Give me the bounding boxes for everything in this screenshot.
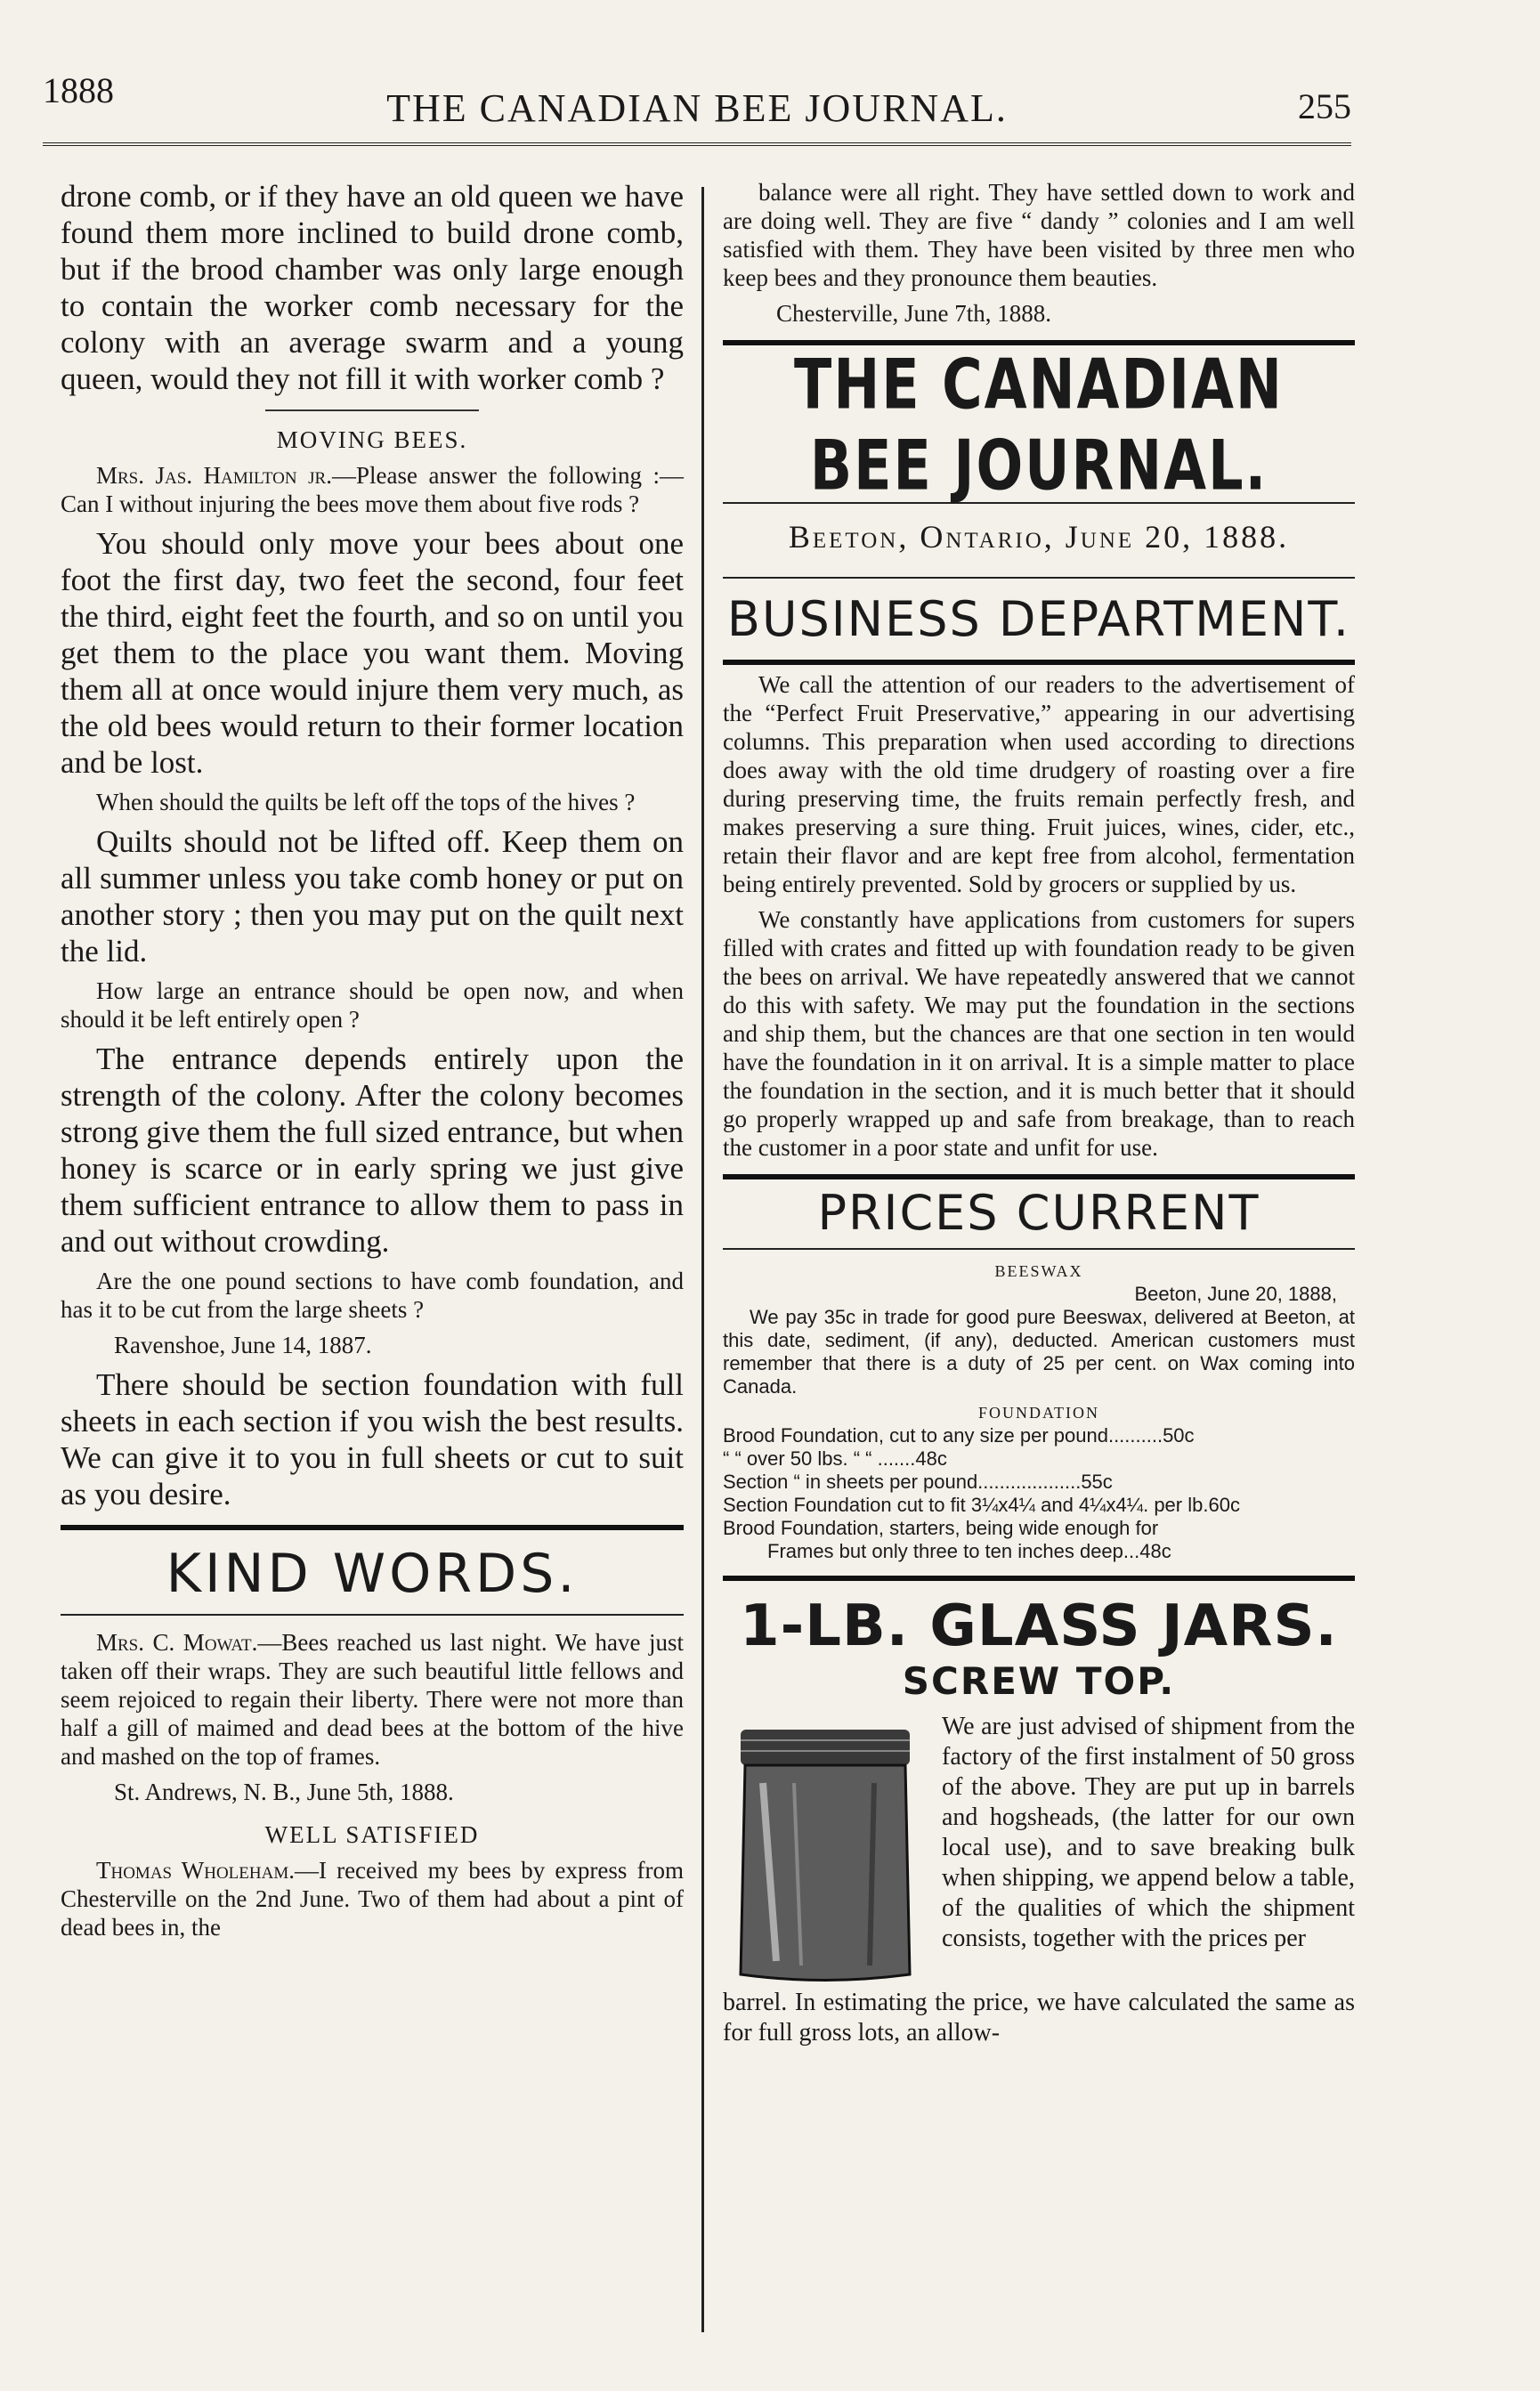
sections-signature: Ravenshoe, June 14, 1887. [114, 1332, 372, 1358]
wholeham-letter-text: —I received my bees by express from Chesterville on the 2nd June. Two of them had about a pint of dead bees in, the [61, 1857, 684, 1941]
kind-words-heading: KIND WORDS. [166, 1543, 579, 1605]
mowat-signature: St. Andrews, N. B., June 5th, 1888. [114, 1779, 454, 1805]
beeswax-label: BEESWAX [994, 1262, 1083, 1280]
moving-answer: You should only move your bees about one foot the first day, two feet the second, four feet the third, eight feet the fourth, and so on until you get them to the place you want them. Moving them all at once would injure them very much, as the old bees would return to their former location and be lost. [61, 526, 684, 780]
mowat-letter [61, 1628, 684, 1771]
glass-jar-illustration [723, 1721, 928, 1988]
mowat-letter-text: —Bees reached us last night. We have just taken off their wraps. They are such beautiful little fellows and seem rejoiced to regain their liberty. There were not more than half a gill of maimed and dead bees at the bottom of the hive and mashed on the top of frames. [61, 1629, 684, 1770]
beeswax-block [723, 1283, 1355, 1398]
entrance-answer: The entrance depends entirely upon the strength of the colony. After the colony becomes strong give them the full sized entrance, but when honey is scarce or in early spring we just give them sufficient entrance to allow them to pass in and out without crowding. [61, 1042, 684, 1259]
quilts-question: When should the quilts be left off the tops of the hives ? [96, 789, 636, 815]
foundation-price-list [723, 1424, 1355, 1563]
left-column [61, 178, 684, 1949]
column-divider [701, 187, 704, 2332]
header-title: THE CANADIAN BEE JOURNAL. [386, 86, 1008, 130]
journal-banner: THE CANADIAN BEE JOURNAL. [794, 343, 1284, 507]
continued-signature: Chesterville, June 7th, 1888. [776, 300, 1051, 327]
intro-paragraph: drone comb, or if they have an old queen we have found them more inclined to build drone comb, but if the brood chamber was only large enough to contain the worker comb necessary for the colony with an average swarm and a young queen, would they not fill it with worker comb ? [61, 179, 684, 396]
jars-description: We are just advised of shipment from the factory of the first instalment of 50 gross of the above. They are put up in barrels and hogsheads, (the latter for our own local use), and to save breaking bulk when shipping, we append below a table, of the qualities of which the shipment consists, together with the prices per [942, 1713, 1355, 1952]
price-row: Brood Foundation, cut to any size per pound..........50c [723, 1424, 1195, 1447]
price-row: Brood Foundation, starters, being wide enough for [723, 1517, 1159, 1539]
continued-letter: balance were all right. They have settled down to work and are doing well. They are five “ dandy ” colonies and I am well satisfied with them. They have been visited by three men who keep bees and they pronounce them beauties. [723, 179, 1355, 291]
section-divider [723, 660, 1355, 665]
price-row: Frames but only three to ten inches deep...48c [767, 1540, 1171, 1562]
mowat-author: Mrs. C. Mowat. [96, 1629, 258, 1656]
business-paragraph-1: We call the attention of our readers to the advertisement of the “Perfect Fruit Preservative,” appearing in our advertising columns. This preparation when used according to directions does away with the old time drudgery of roasting over a fire during preserving time, the fruits remain perfectly fresh, and makes preserving a sure thing. Fruit juices, wines, cider, etc., retain their flavor and are kept free from alcohol, fermentation being entirely prevented. Sold by grocers or supplied by us. [723, 671, 1355, 897]
section-divider [723, 1576, 1355, 1581]
moving-bees-heading: MOVING BEES. [276, 426, 468, 453]
jars-description-continued: barrel. In estimating the price, we have calculated the same as for full gross lots, an allow- [723, 1989, 1355, 2047]
price-row: “ “ over 50 lbs. “ “ .......48c [723, 1447, 947, 1470]
section-divider [723, 1248, 1355, 1250]
wholeham-author: Thomas Wholeham. [96, 1857, 295, 1884]
wholeham-letter [61, 1856, 684, 1941]
section-divider [723, 1174, 1355, 1179]
jars-ad [723, 1712, 1355, 1988]
moving-question-text: —Please answer the following :—Can I without injuring the bees move them about five rods ? [61, 462, 684, 517]
right-column [723, 178, 1355, 2055]
moving-author: Mrs. Jas. Hamilton jr. [96, 462, 332, 489]
quilts-answer: Quilts should not be lifted off. Keep them on all summer unless you take comb honey or put on another story ; then you may put on the quilt next the lid. [61, 824, 684, 969]
header-year: 1888 [43, 70, 114, 110]
glass-jars-heading: 1-LB. GLASS JARS. [740, 1593, 1338, 1659]
beeswax-text: We pay 35c in trade for good pure Beeswax, delivered at Beeton, at this date, sediment, (if any), deducted. American customers must remember that there is a duty of 25 per cent. on Wax coming into Canada. [723, 1306, 1355, 1398]
well-satisfied-heading: WELL SATISFIED [264, 1821, 480, 1848]
price-row: Section Foundation cut to fit 3¼x4¼ and 4¼x4¼. per lb.60c [723, 1494, 1240, 1516]
beeswax-date: Beeton, June 20, 1888, [1134, 1283, 1337, 1305]
prices-current-heading: PRICES CURRENT [817, 1185, 1260, 1241]
header-rule [43, 142, 1351, 146]
price-row: Section “ in sheets per pound...................55c [723, 1471, 1113, 1493]
sections-question: Are the one pound sections to have comb foundation, and has it to be cut from the large sheets ? [61, 1268, 684, 1323]
section-divider [61, 1525, 684, 1530]
sections-answer: There should be section foundation with full sheets in each section if you wish the best results. We can give it to you in full sheets or cut to suit as you desire. [61, 1367, 684, 1512]
page-header [43, 69, 1351, 141]
section-divider [265, 409, 479, 411]
section-divider [723, 577, 1355, 579]
screw-top-heading: SCREW TOP. [902, 1659, 1176, 1703]
business-department-heading: BUSINESS DEPARTMENT. [726, 591, 1351, 647]
foundation-label: FOUNDATION [978, 1404, 1099, 1422]
dateline: Beeton, Ontario, June 20, 1888. [788, 519, 1290, 555]
entrance-question: How large an entrance should be open now, and when should it be left entirely open ? [61, 977, 684, 1033]
business-paragraph-2: We constantly have applications from customers for supers filled with crates and fitted up with foundation ready to be given the bees on arrival. We have repeatedly answered that we cannot do this with safety. We may put the foundation in the sections and ship them, but the chances are that one section in ten would have the foundation in it on arrival. It is a simple matter to place the foundation in the section, and it is much better that it should go properly wrapped up and safe from breakage, than to reach the customer in a poor state and unfit for use. [723, 906, 1355, 1161]
section-divider [61, 1614, 684, 1616]
moving-question [61, 461, 684, 518]
page-number: 255 [1298, 86, 1351, 126]
